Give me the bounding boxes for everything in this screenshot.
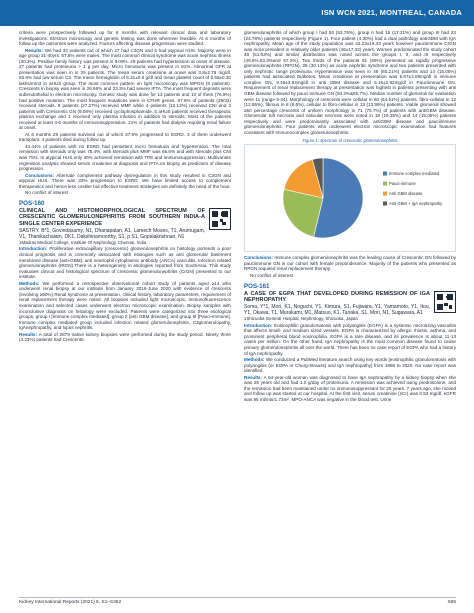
legend-label: Anti GBM + IgA nephropathy (389, 201, 443, 207)
legend-label: Pauci-immune (389, 181, 416, 187)
section-label: Results: (244, 374, 263, 380)
paragraph (244, 255, 456, 272)
section-label: Methods: (19, 280, 40, 286)
section-label: Introduction: (19, 246, 48, 252)
paragraph (19, 332, 231, 343)
legend-label: Anti GBM disease (389, 191, 423, 197)
section-text: Eosinophilic granulomatosis with polyangiitis (EGPA) is a systemic necrotizing vasculitis that affects small- and medium sized vessels. EGPA is characterized by allergic rhinitis, asthma, and prominent peripheral blood eosinophilia. EGPA is a rare disease, and its prevalence is about 11-13 cases per million. On the other hand, IgA nephropathy is the most common disease found to cause primary glomerulonephritis all over the world. There has been no case report of EGPA who had a history of IgA nephropathy. (244, 322, 456, 356)
paragraph: criteria were prospectively followed up for 6 months with relevant clinical data and laboratory investigations. Electron microscopy and genetic testing was done wherever feasible. At 6 months of follow up the outcomes were analyzed. Factors affecting disease progression were studied. (19, 30, 231, 47)
qr-code-icon (434, 291, 456, 313)
abstract-pos-160 (19, 200, 231, 343)
section-text: Proliferative extracapillary (crescentic) glomerulonephritis on histology portends a poor clinical prognosis and is commonly associated with etiologies such as anti glomerular basement membrane disease (anti-GBM), anti neutrophil cytoplasmic antibody (ANCA) vasculitis, Infection related glomerulonephritis (IRGN).There is a heterogeneity in etiologies reported from SouthAsia. This study evaluates clinical and histological spectrum of crescentic glomerulonephritis (CrGN) presented to our institute. (19, 246, 231, 280)
conflict-statement: No conflict of interest (250, 273, 293, 279)
legend-swatch (383, 192, 387, 196)
section-label: Conclusions: (244, 255, 274, 261)
header-bar (0, 0, 474, 26)
pie-chart (245, 145, 455, 251)
figure-caption: Figure 1. spectrum of crescentic glomerulonephritis (302, 138, 398, 144)
paragraph: 44.44% of patients with no ESRD had persistent micro hematuria and hypertension. The total remission with steroids only was 75.4%, with steroids plus MMF was 66.6% and with steroids plus CNI was 75%. In atypical HUS only 40% achieved remission with TPE and immunosuppression. Multivariate regression analysis showed serum creatinine at diagnosis and IFTA on biopsy as predictors of disease progression. (19, 143, 231, 172)
conflict-statement: No conflict of interest (25, 190, 68, 196)
paragraph (244, 357, 456, 374)
right-column (244, 30, 456, 403)
abstract-title: CLINICAL AND HISTOMORPHOLOGICAL SPECTRUM OF CRESCENTIC GLOMERULONEPHRITIS FROM SOUTHERN INDIA-A SINGLE CENTER EXPERIENCE (19, 207, 205, 227)
paragraph: glomerulonephritis of which group I had 50 (53.76%), group II had 16 (17.21%) and group III had 23 (24.78%) patients respectively (Figure 1). Four patient (4.30%) had a dual pathology antiGBM with IgA nephropathy. Mean age of the study population was 42.23±16.43 years however pauciimmune CrGN was more prevalent in relatively older patients (46±17.32) years. Women predominated the study cohort 48 (51.63%) and similar distribution was noted across the groups I, II, and III respectively (49.6%,53.3%and 57.2%). Two thirds of the patients 61 (66%) presented as rapidly progressive glomerulonephritis (RPGN), 28 (30.13%) as acute nephritic syndrome and two patients presented with only nephrotic range proteinuria. Hypertension was seen in 46 (60.21%) patients and 14 (15.05%) patients had associated Diabetes. Mean creatinine at presentation was 5.87±3.09mg/dl in immune complex GN, 8.45±3.94mg/dl in anti GBM disease and 6.16±2.82mg/dl in Pauciimmune GN. Requirement of renal replacement therapy at presentation was highest in patients presenting with anti GBM disease followed by pauci-immune GN (93.3%&85.7%). Median number of glomeruli for evaluation were 11 (range 5-34). Morphology of crescents were cellular in 60 (64.51%) patients, fibro-cellular in 12 (12.95%), fibrous in 8 (8.6%), cellular to fibro-cellular in 13 (13.96%) patients. Viable glomeruli showed ≥50 percentage crescents of uniform morphology in 71 (75.7%) of patients with antiGBM disease. Glomerular tuft necrosis and vascular necrosis were noted in 18 (19.35%) and 14 (15.05%) patients respectively and were predominantly associated with antiGBM disease and pauciimmune glomerulonephritis. Four patients who underwent electron microscopic examination had features consistent with Immunocomplex glomerulonephritis. (244, 30, 456, 135)
legend-swatch (383, 202, 387, 206)
section-label: Results: (19, 331, 38, 337)
paragraph (19, 48, 231, 131)
legend-swatch (383, 182, 387, 186)
section-text: A total of 2879 native kidney biopsies were performed during the study period. Ninety three (3.23%) patients had Crescentic (19, 331, 231, 343)
figure-frame (244, 144, 456, 252)
paragraph (244, 375, 456, 403)
abstract-title: A CASE OF EGPA THAT DEVELOPED DURING REMISSION OF IGA NEPHROPATHY (244, 290, 430, 303)
figure-1 (244, 138, 456, 252)
affiliation: 1Madras Medical College, Institute Of Nephrology, Chennai, India (19, 240, 147, 246)
author-list: Soma, Y*1, Mori, K1, Noguchi, Y1, Kimura, S1, Fujiwara, Y1, Yamamoto, Y1, Itou, Y1, Okawa, T1, Murakami, M1, Matsuo, K1, Tanaka, S1, Mori, N1, Sugawara, A1 (244, 304, 430, 317)
footer-rule (19, 597, 456, 598)
author-list: SASTRY, B*1, Govindasamy, N1, Dhanapalan, A1, Lamech Moses, T1, Arumugam, V1, Thanikachalam, DK1, Dakshinamoorthy, S1, p S1, Gopalakrishnan, N1 (19, 228, 205, 241)
abstract-number: POS-160 (19, 199, 45, 207)
section-text: A 54-year-old woman was diagnosed to have IgA nephropathy by a kidney biopsy when she was 25 years old and had 1.0 g/day of proteinuria. A remission was achieved using prednisolone, and the remission had been maintained under no immunosuppressant for 25 years. 7 years ago, she moved and follow up was started at our hospital. At the first visit, serum creatinine (sCr) was 0.53 mg/dl, eGFR was 95 ml/min/1.73m², MPO-ANCA was negative in the blood test. Urine (244, 374, 456, 402)
journal-citation: Kidney International Reports (2021) 6, S1–S362 (19, 600, 122, 605)
page-number: S65 (447, 600, 456, 605)
legend-label: Immune complex mediated (389, 171, 440, 177)
section-label: Conclusions: (25, 172, 55, 178)
abstract-number: POS-161 (244, 282, 270, 290)
section-label: Introduction: (244, 322, 273, 328)
paragraph (19, 173, 231, 190)
affiliation: 1Shizuoka General Hospital, Nephrology, Shizuoka, Japan (244, 316, 358, 322)
paragraph (244, 323, 456, 356)
section-label: Methods: (244, 357, 265, 363)
paragraph (19, 246, 231, 279)
qr-code-icon (209, 208, 231, 230)
section-text: Alternate complement pathway dysregulation in this study resulted in C3GN and atypical HUS. There was 33% progression to ESRD. We have limited access to complement therapeutics and hence less costlier but effective treatment strategies are definitely the need of the hour. (19, 172, 231, 189)
left-column (19, 30, 231, 344)
section-text: Immune complex glomerulonephritis was the leading cause of Crescentic GN followed by pauciimmune GN in our cohort with female preponderance. Majority of the patients who presented as RPGN required renal replacement therapy. (244, 255, 456, 272)
section-text: We conducted a PubMed literature search using key words [eosinophilic granulomatosis with polyangiitis (or EGPA or Churg-Strauss) and IgA nephropathy] from 1986 to 2020. No case report was identified. (244, 357, 456, 374)
section-label: Results: (25, 47, 44, 53)
legend-swatch (383, 172, 387, 176)
paragraph (19, 281, 231, 331)
section-text: We had 33 patients out of which 27 had C3GN and 6 had atypical HUS. Majority were in age group 31-40yrs. 57.6% were males. The most common clinical syndrome was acute nephritic illness (30.3%). Positive family history was present in 9.09%. 29 patients had hypertension at onset of disease. 27 patients had proteinuria > 1 g per day. Micro hematuria was present in 91%. Abnormal GFR at presentation was seen in in 25 patients. The mean serum creatinine at onset was 3.8±2.76 mg/dl. 93.9% had low serum C3. The mean hemoglobin of 6.31±0.6 g/dl and mean platelet count of 0.56±0.30 lakhs/mm3 in aHUS group. The most common pattern on light microscopy was MPGN (8 patients). Crescents in biopsy was seen in 26.66% and 23.3% had severe IFTA. The most frequent deposits were subendothelial in electron microscopy. Genetic study was done for 13 patients and 10 of them (76.9%) had positive mutation. The most frequent mutations were in CFHR genes. 87.8% of patients (29/33) received steroids. 9 patients (27.27%) received MMF while 4 patients (12.12%) received CNI and 3 patients with Crescentic GN (9.09%) received cyclophosphamide. 5 aHUS patients received therapeutic plasma exchange and 1 received only plasma infusion in addition to steroids. Most of the patients received at least 4-6 months of immunosuppression. 21% of patients had dialysis requiring renal failure at onset. (19, 47, 231, 131)
abstract-pos-161 (244, 283, 456, 403)
conference-title: ISN WCN 2021, MONTREAL, CANADA (321, 8, 462, 17)
section-text: We performed a retrospective observational cohort study of patients aged ≥14 who underwent renal biopsy at our institute from January 2016-June 2020 with evidence of crescents (involving ≥50%).Renal syndrome at presentation, clinical history, laboratory parameters, requirement of renal replacement therapy were noted. All biopsies included light microscopic, immunofluorescence examination and selected cases underwent electron microscopic examination. Biopsy samples with inconclusive diagnosis on histology were excluded. Patients were categorized into three etiological groups, group I [Immune complex mediated], group II [anti GBM disease], and group III [Pauci-immune]. Immune complex mediated group included infection related glomerulonephritis, C3glomerulopathy, IgAnephropathy, and lupus nephritis. (19, 280, 231, 331)
paragraph: At 6 months 29 patients survived out of which 37.9% progressed to ESRD. 3 of them underwent transplant. 4 patients died during follow up. (19, 131, 231, 143)
